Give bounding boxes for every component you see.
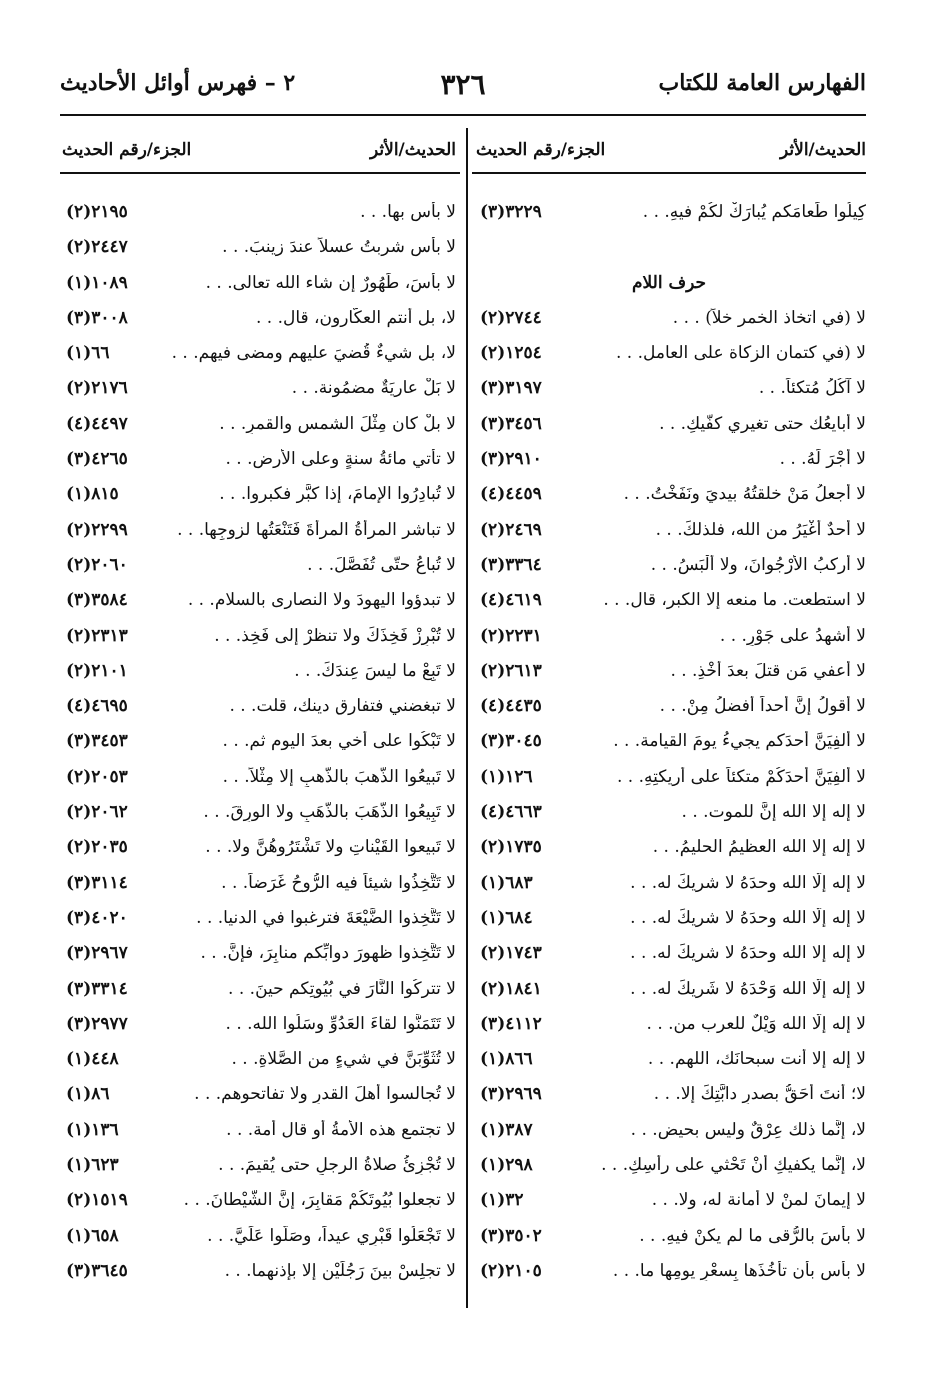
hadith-reference: (٢)١٢٥٤ <box>480 343 542 364</box>
hadith-text: لا تُبادِرُوا الإمامَ، إذا كبَّر فكبروا. . . <box>219 484 456 505</box>
hadith-text: لا آكُلُ مُتكئاً. . . <box>758 378 866 399</box>
hadith-reference: (٢)٢١٠١ <box>66 660 128 681</box>
hadith-reference: (١)١٣٦ <box>66 1119 119 1140</box>
column-header-reference: الجزء/رقم الحديث <box>62 140 192 160</box>
index-entry <box>476 410 866 445</box>
column-header-reference: الجزء/رقم الحديث <box>476 140 606 160</box>
hadith-reference: (٣)٣٠٤٥ <box>480 731 542 752</box>
index-entry <box>62 939 456 974</box>
hadith-reference: (٣)٣٢٢٩ <box>480 202 542 222</box>
hadith-reference: (٢)٢٢٣١ <box>480 625 542 646</box>
index-entry <box>62 269 456 304</box>
index-column-left <box>62 128 456 1292</box>
index-entry <box>476 763 866 798</box>
index-entry <box>62 1151 456 1186</box>
hadith-reference: (٢)٢١٧٦ <box>66 378 128 399</box>
index-column-right <box>476 128 866 1292</box>
hadith-reference: (٣)٣١٩٧ <box>480 378 542 399</box>
hadith-text: لا تباشر المرأةُ المرأةَ فَتَنْعَتُها لزوجِها. . . <box>177 519 456 540</box>
hadith-text: لا تُجْزِئُ صلاةُ الرجلِ حتى يُقيمَ. . . <box>218 1155 456 1176</box>
hadith-text: لا أركبُ الأُرْجُوانَ، ولا أَلْبَسُ. . . <box>650 554 866 575</box>
page-header <box>60 68 866 108</box>
hadith-reference: (٣)٣١١٤ <box>66 872 128 893</box>
hadith-text: لا (في اتخاذ الخمر خلاً) . . . <box>672 307 866 328</box>
hadith-reference: (١)٨٦ <box>66 1084 110 1105</box>
hadith-reference: (١)٨١٥ <box>66 484 119 505</box>
hadith-reference: (٢)٢٠٥٣ <box>66 766 128 787</box>
hadith-reference: (٢)٢٣١٣ <box>66 625 128 646</box>
hadith-text: لا تجتمع هذه الأمةُ أو قال أمة. . . <box>226 1119 456 1140</box>
index-entry <box>62 1186 456 1221</box>
column-header <box>62 128 456 172</box>
hadith-text: لا، إنَّما ذلك عِرْقٌ وليس بحيض. . . <box>630 1119 866 1140</box>
hadith-text: لا تجلِسْ بينَ رَجُلَيْنِ إلا بإذنهما. . . <box>224 1260 456 1281</box>
hadith-reference: (٢)١٧٣٥ <box>480 837 542 858</box>
hadith-text: لا (في كتمان الزكاة على العامل. . . <box>615 343 866 364</box>
hadith-text: لا تُباعُ حتّى تُفَصَّلَ. . . <box>307 554 456 575</box>
hadith-reference: (٣)٣٦٤٥ <box>66 1260 128 1281</box>
hadith-reference: (٣)٣٥٠٢ <box>480 1225 542 1246</box>
index-entry <box>62 869 456 904</box>
hadith-reference: (٤)٤٤٥٩ <box>480 484 542 505</box>
hadith-text: لا بلْ كان مِثْلَ الشمس والقمرِ. . . <box>219 413 456 434</box>
index-entry <box>476 1010 866 1045</box>
hadith-reference: (٢)٢٠٦٠ <box>66 554 128 575</box>
index-entry <box>476 374 866 409</box>
index-entry <box>476 727 866 762</box>
hadith-reference: (٣)٤١١٢ <box>480 1013 542 1034</box>
index-entry <box>62 1222 456 1257</box>
index-entry <box>62 1080 456 1115</box>
hadith-text: لا بأسَ، طَهُورٌ إن شاء الله تعالى. . . <box>205 272 456 293</box>
hadith-text: لا تتركُوا النَّارَ في بُيُوتِكم حينَ. . . <box>228 978 456 999</box>
index-entry <box>62 1045 456 1080</box>
index-entry <box>62 445 456 480</box>
hadith-reference: (٣)٤٢٦٥ <box>66 449 128 470</box>
hadith-text: لا إله إلَّا الله وحدَهُ لا شريكَ له. . . <box>630 872 866 893</box>
hadith-text: لا بَلْ عاريَةٌ مضمُونة. . . <box>291 378 456 399</box>
hadith-text: لا تَتَّخِذُوا شيئاً فيه الرُّوحُ غَرَضاً. . . <box>221 872 456 893</box>
index-rows <box>62 198 456 1292</box>
index-entry <box>476 480 866 515</box>
hadith-reference: (٣)٣٠٠٨ <box>66 307 128 328</box>
hadith-text: لا أُبايعُك حتى تغيري كفَّيكِ. . . <box>659 413 866 434</box>
hadith-text: لا إله إلَّا الله وَحْدَهُ لا شَريكَ له. . . <box>630 978 866 999</box>
hadith-reference: (٢)٢١٠٥ <box>480 1260 542 1281</box>
hadith-text: لا أجْرَ لَهُ. . . <box>779 449 866 470</box>
index-entry <box>476 1186 866 1221</box>
hadith-text: كِيلُوا طَعامَكم يُبارَكْ لكُمْ فيهِ. . . <box>642 202 866 222</box>
index-entry <box>476 304 866 339</box>
hadith-reference: (٣)٢٩٦٩ <box>480 1084 542 1105</box>
hadith-text: لا تَبِيعُوا الذَّهَبَ بالذَّهَبِ ولا الورِقَ. . . <box>203 802 456 823</box>
hadith-reference: (٤)٤٦٩٥ <box>66 696 128 717</box>
index-entry <box>476 516 866 551</box>
index-entry <box>62 516 456 551</box>
hadith-reference: (١)١٢٦ <box>480 766 533 787</box>
section-heading: حرف اللام <box>631 272 706 293</box>
index-entry <box>476 833 866 868</box>
index-entry <box>62 480 456 515</box>
index-entry <box>62 975 456 1010</box>
hadith-reference: (١)٦٦ <box>66 343 110 364</box>
index-entry <box>476 198 866 233</box>
index-entry <box>476 1257 866 1292</box>
hadith-text: لا، بل أنتم العكّارون، قال. . . <box>255 307 456 328</box>
hadith-text: لا تَبيعُوا الذَّهبَ بالذَّهبِ إلا مِثْلاً. . . <box>222 766 456 787</box>
hadith-reference: (١)٦٢٣ <box>66 1155 119 1176</box>
hadith-text: لا أجعلُ مَنْ خلقتُهُ بيديَ ونَفَخْتُ. . . <box>623 484 866 505</box>
index-entry <box>476 692 866 727</box>
hadith-text: لا أُلفِيَنَّ أحدَكم يجيءُ يومَ القيامة. . . <box>613 731 866 752</box>
hadith-reference: (٤)٤٦٦٣ <box>480 802 542 823</box>
index-entry <box>476 233 866 268</box>
index-entry <box>476 339 866 374</box>
index-entry <box>476 975 866 1010</box>
header-book-title: الفهارس العامة للكتاب <box>658 70 866 96</box>
hadith-reference: (١)٢٩٨ <box>480 1155 533 1176</box>
index-entry <box>62 586 456 621</box>
index-entry <box>476 1116 866 1151</box>
hadith-reference: (٤)٤٤٣٥ <box>480 696 542 717</box>
index-entry <box>62 233 456 268</box>
hadith-text: لا تَتَّخِذوا الضَّيْعَةَ فترغبوا في الدنيا. . . <box>196 907 456 928</box>
hadith-text: لا أُلفِيَنَّ أحدَكُمْ متكئاً على أريكتِهِ. . . <box>616 766 866 787</box>
hadith-text: لا أحدٌ أغْيَرُ من الله، فلذلكَ. . . <box>655 519 866 540</box>
hadith-reference: (٢)٢٦١٣ <box>480 660 542 681</box>
index-entry <box>476 657 866 692</box>
hadith-text: لا تبغضني فتفارق دينك، قلت. . . <box>229 696 456 717</box>
hadith-reference: (٣)٢٩١٠ <box>480 449 542 470</box>
hadith-reference: (٢)١٥١٩ <box>66 1190 128 1211</box>
index-entry <box>476 904 866 939</box>
index-entry <box>476 622 866 657</box>
hadith-text: لا إله إلا الله العظيمُ الحليمُ. . . <box>652 837 866 858</box>
hadith-reference: (٤)٤٤٩٧ <box>66 413 128 434</box>
index-entry <box>62 1116 456 1151</box>
index-entry <box>476 798 866 833</box>
index-entry <box>476 869 866 904</box>
hadith-text: لا تَتَّخِذوا ظهورَ دوابِّكم منابِرَ، فإنَّ. . . <box>200 943 456 964</box>
hadith-reference: (٢)٢١٩٥ <box>66 202 128 222</box>
column-header <box>476 128 866 172</box>
index-rows <box>476 198 866 1292</box>
hadith-reference: (٣)٣٤٥٦ <box>480 413 542 434</box>
index-entry <box>62 304 456 339</box>
hadith-reference: (٢)٢٤٤٧ <box>66 237 128 258</box>
index-entry <box>62 622 456 657</box>
hadith-reference: (١)٦٨٣ <box>480 872 533 893</box>
hadith-reference: (١)٦٨٤ <box>480 907 533 928</box>
hadith-reference: (٢)٢٠٣٥ <box>66 837 128 858</box>
column-header-hadith: الحديث/الأثر <box>780 140 866 160</box>
column-divider <box>466 128 468 1308</box>
hadith-text: لا أُعفي مَن قتلَ بعدَ أخْذِ. . . <box>670 660 866 681</box>
hadith-text: لا بأسَ بالرُّقى ما لم يكنْ فيهِ. . . <box>639 1225 866 1246</box>
hadith-text: لا أقولُ إنَّ أحداً أفضلُ مِنْ. . . <box>659 696 866 717</box>
index-entry <box>62 339 456 374</box>
index-entry <box>476 939 866 974</box>
hadith-reference: (٣)٣٣١٤ <box>66 978 128 999</box>
hadith-text: لا إله إلَّا الله وَيْلٌ للعرب من. . . <box>646 1013 866 1034</box>
hadith-text: لا تبدؤوا اليهودَ ولا النصارى بالسلام. . . <box>187 590 456 611</box>
index-entry <box>62 1257 456 1292</box>
hadith-reference: (٣)٢٩٧٧ <box>66 1013 128 1034</box>
hadith-reference: (١)٦٥٨ <box>66 1225 119 1246</box>
hadith-text: لا إيمانَ لمنْ لا أمانة له، ولا. . . <box>651 1190 866 1211</box>
hadith-text: لا تُجالسوا أهلَ القدرِ ولا تفاتحوهم. . . <box>194 1084 456 1105</box>
hadith-reference: (٢)٢٧٤٤ <box>480 307 542 328</box>
index-entry <box>62 904 456 939</box>
hadith-text: لا تأتي مائةُ سنةٍ وعلى الأرضِ. . . <box>225 449 456 470</box>
index-entry <box>476 1222 866 1257</box>
index-entry <box>476 1080 866 1115</box>
hadith-text: لا تَبيعوا القَيْناتِ ولا تَشْتَرُوهُنَّ ولا. . . <box>205 837 456 858</box>
column-header-hadith: الحديث/الأثر <box>370 140 456 160</box>
hadith-text: لا بأس شربتُ عسلاً عندَ زينبَ. . . <box>222 237 456 258</box>
hadith-reference: (١)١٠٨٩ <box>66 272 128 293</box>
hadith-text: لا تَتَمَنَّوا لقاءَ العَدُوِّ وسَلُوا الله. . . <box>225 1013 456 1034</box>
hadith-reference: (١)٤٤٨ <box>66 1049 119 1070</box>
hadith-text: لا إله إلا الله وحدَهُ لا شريكَ له. . . <box>630 943 866 964</box>
index-entry <box>62 727 456 762</box>
hadith-reference: (٢)١٧٤٣ <box>480 943 542 964</box>
index-entry <box>62 1010 456 1045</box>
hadith-text: لا؛ أنتَ أحَقُّ بصدرِ دابَّتِكَ إلا. . . <box>653 1084 866 1105</box>
hadith-text: لا تُبْرِزْ فَخِذَكَ ولا تنظرْ إلى فَخِذ. . . <box>214 625 456 646</box>
hadith-text: لا، إنَّما يكفيكِ أنْ تَحْثي على رأسِكِ. . . <box>601 1155 866 1176</box>
hadith-reference: (١)٣٨٧ <box>480 1119 533 1140</box>
header-rule <box>60 114 866 116</box>
section-heading-row <box>476 269 866 304</box>
index-entry <box>476 1045 866 1080</box>
hadith-reference: (٣)٣٥٨٤ <box>66 590 128 611</box>
hadith-reference: (٢)٢٤٦٩ <box>480 519 542 540</box>
page-number: ٣٢٦ <box>440 68 486 101</box>
index-entry <box>62 833 456 868</box>
hadith-reference: (١)٣٢ <box>480 1190 524 1211</box>
index-entry <box>62 692 456 727</box>
header-section-title: ٢ – فهرس أوائل الأحاديث <box>60 70 296 96</box>
hadith-text: لا استطعت. ما منعه إلا الكبر، قال. . . <box>603 590 866 611</box>
index-entry <box>62 657 456 692</box>
hadith-reference: (٤)٤٦١٩ <box>480 590 542 611</box>
hadith-text: لا بأس بأن تأخُذَها بِسعْرِ يومِها ما. . . <box>612 1260 866 1281</box>
hadith-reference: (٣)٢٩٦٧ <box>66 943 128 964</box>
index-entry <box>476 586 866 621</box>
hadith-text: لا بأس بها. . . <box>360 202 456 222</box>
hadith-reference: (٢)٢٠٦٢ <box>66 802 128 823</box>
hadith-reference: (٢)١٨٤١ <box>480 978 542 999</box>
hadith-reference: (٣)٣٤٥٣ <box>66 731 128 752</box>
hadith-text: لا تَبِعْ ما ليسَ عِندَكَ. . . <box>294 660 456 681</box>
hadith-text: لا إله إلَّا الله وحدَهُ لا شريكَ له. . . <box>630 907 866 928</box>
hadith-text: لا أشهدُ على جَوْرٍ. . . <box>719 625 866 646</box>
hadith-reference: (٣)٤٠٢٠ <box>66 907 128 928</box>
hadith-reference: (٣)٣٣٦٤ <box>480 554 542 575</box>
hadith-reference: (٢)٢٢٩٩ <box>66 519 128 540</box>
index-entry <box>62 551 456 586</box>
hadith-text: لا إله إلا الله إنَّ للموت. . . <box>681 802 866 823</box>
index-entry <box>62 198 456 233</box>
index-entry <box>476 1151 866 1186</box>
index-entry <box>62 798 456 833</box>
hadith-text: لا تُثَوِّبَنَّ في شيءٍ من الصَّلاةِ. . . <box>231 1049 456 1070</box>
index-entry <box>476 445 866 480</box>
hadith-text: لا، بل شيءٌ قُضيَ عليهم ومضى فيهم. . . <box>171 343 456 364</box>
index-entry <box>476 551 866 586</box>
hadith-text: لا تَجْعَلُوا قَبْرِي عيداً، وصَلُّوا عَلَيَّ. . . <box>207 1225 456 1246</box>
index-entry <box>62 763 456 798</box>
hadith-text: لا إله إلا أنت سبحانَك، اللهم. . . <box>647 1049 866 1070</box>
index-entry <box>62 410 456 445</box>
hadith-text: لا تَبْكُوا على أخي بعدَ اليوم ثم. . . <box>222 731 456 752</box>
hadith-text: لا تجعلوا بُيُوتَكُمْ مَقابِرَ، إنَّ الشَّيْطانَ. . . <box>183 1190 456 1211</box>
index-entry <box>62 374 456 409</box>
hadith-reference: (١)٨٦٦ <box>480 1049 533 1070</box>
